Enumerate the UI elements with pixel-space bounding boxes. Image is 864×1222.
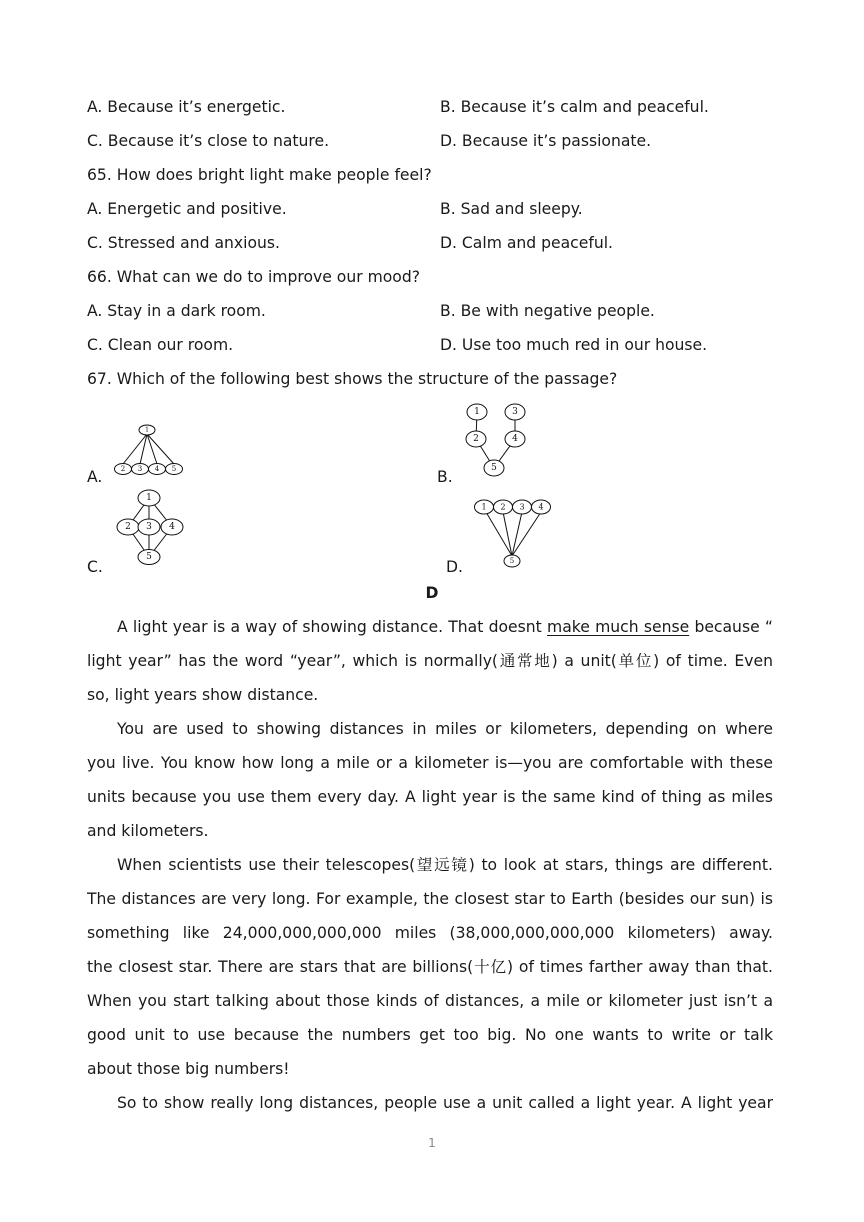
q67-option-d: D.: [446, 558, 463, 576]
paragraph-3-line: When scientists use their telescopes(望远镜) to look at stars, things are different.: [117, 856, 773, 874]
paragraph-1-line: A light year is a way of showing distance. That doesnt make much sense because “: [117, 618, 773, 636]
paragraph-1-line: light year” has the word “year”, which is normally(通常地) a unit(单位) of time. Even: [87, 652, 773, 670]
paragraph-3-line: The distances are very long. For example, the closest star to Earth (besides our sun) is: [87, 890, 773, 908]
q67-option-c: C.: [87, 558, 103, 576]
diagram-d: [475, 500, 551, 567]
paragraph-3-line: good unit to use because the numbers get too big. No one wants to write or talk: [87, 1026, 773, 1044]
paragraph-4-line: So to show really long distances, people use a unit called a light year. A light year: [117, 1094, 773, 1112]
q66-option-a: A. Stay in a dark room.: [87, 302, 266, 320]
svg-text:1: 1: [146, 493, 152, 503]
q65-option-d: D. Calm and peaceful.: [440, 234, 614, 252]
q66-option-c: C. Clean our room.: [87, 336, 234, 354]
structure-diagrams: [0, 0, 864, 600]
underlined-phrase: make much sense: [547, 618, 690, 636]
q65-question: 65. How does bright light make people feel?: [87, 166, 432, 184]
paragraph-3-line: When you start talking about those kinds of distances, a mile or kilometer just isn’t a: [87, 992, 773, 1010]
svg-text:2: 2: [500, 502, 506, 512]
paragraph-2-line: you live. You know how long a mile or a kilometer is—you are comfortable with these: [87, 754, 773, 772]
diagram-c: [117, 490, 183, 565]
q66-option-b: B. Be with negative people.: [440, 302, 655, 320]
svg-text:2: 2: [125, 522, 131, 532]
svg-text:5: 5: [509, 557, 515, 565]
paragraph-2-line: and kilometers.: [87, 822, 209, 840]
svg-text:5: 5: [491, 463, 497, 473]
q64-option-b: B. Because it’s calm and peaceful.: [440, 98, 709, 116]
q67-option-a: A.: [87, 468, 103, 486]
paragraph-3-line: about those big numbers!: [87, 1060, 290, 1078]
q65-option-c: C. Stressed and anxious.: [87, 234, 280, 252]
q67-option-b: B.: [437, 468, 453, 486]
paragraph-3-line: the closest star. There are stars that are billions(十亿) of times farther away than that.: [87, 958, 773, 976]
svg-text:4: 4: [169, 522, 175, 532]
q64-option-c: C. Because it’s close to nature.: [87, 132, 330, 150]
svg-text:3: 3: [137, 465, 143, 473]
paragraph-1-line: so, light years show distance.: [87, 686, 319, 704]
q64-option-a: A. Because it’s energetic.: [87, 98, 286, 116]
q65-option-b: B. Sad and sleepy.: [440, 200, 583, 218]
paragraph-2-line: units because you use them every day. A light year is the same kind of thing as miles: [87, 788, 773, 806]
page-number: 1: [428, 1136, 436, 1150]
svg-text:4: 4: [512, 434, 518, 444]
q66-question: 66. What can we do to improve our mood?: [87, 268, 421, 286]
svg-text:1: 1: [474, 407, 480, 417]
svg-text:4: 4: [538, 502, 544, 512]
paragraph-2-line: You are used to showing distances in miles or kilometers, depending on where: [117, 720, 773, 738]
diagram-a: [115, 425, 183, 475]
svg-text:2: 2: [120, 465, 126, 473]
svg-text:3: 3: [146, 522, 152, 532]
svg-text:2: 2: [473, 434, 479, 444]
q66-option-d: D. Use too much red in our house.: [440, 336, 708, 354]
svg-text:4: 4: [154, 465, 160, 473]
svg-text:5: 5: [146, 552, 152, 562]
svg-text:5: 5: [171, 465, 177, 473]
section-heading: D: [425, 584, 439, 602]
q65-option-a: A. Energetic and positive.: [87, 200, 287, 218]
svg-text:1: 1: [481, 502, 487, 512]
svg-text:1: 1: [145, 426, 149, 434]
q67-question: 67. Which of the following best shows the structure of the passage?: [87, 370, 618, 388]
paragraph-3-line: something like 24,000,000,000,000 miles (38,000,000,000,000 kilometers) away.: [87, 924, 773, 942]
svg-text:3: 3: [512, 407, 518, 417]
svg-text:3: 3: [519, 502, 525, 512]
diagram-b: [466, 404, 525, 476]
q64-option-d: D. Because it’s passionate.: [440, 132, 652, 150]
